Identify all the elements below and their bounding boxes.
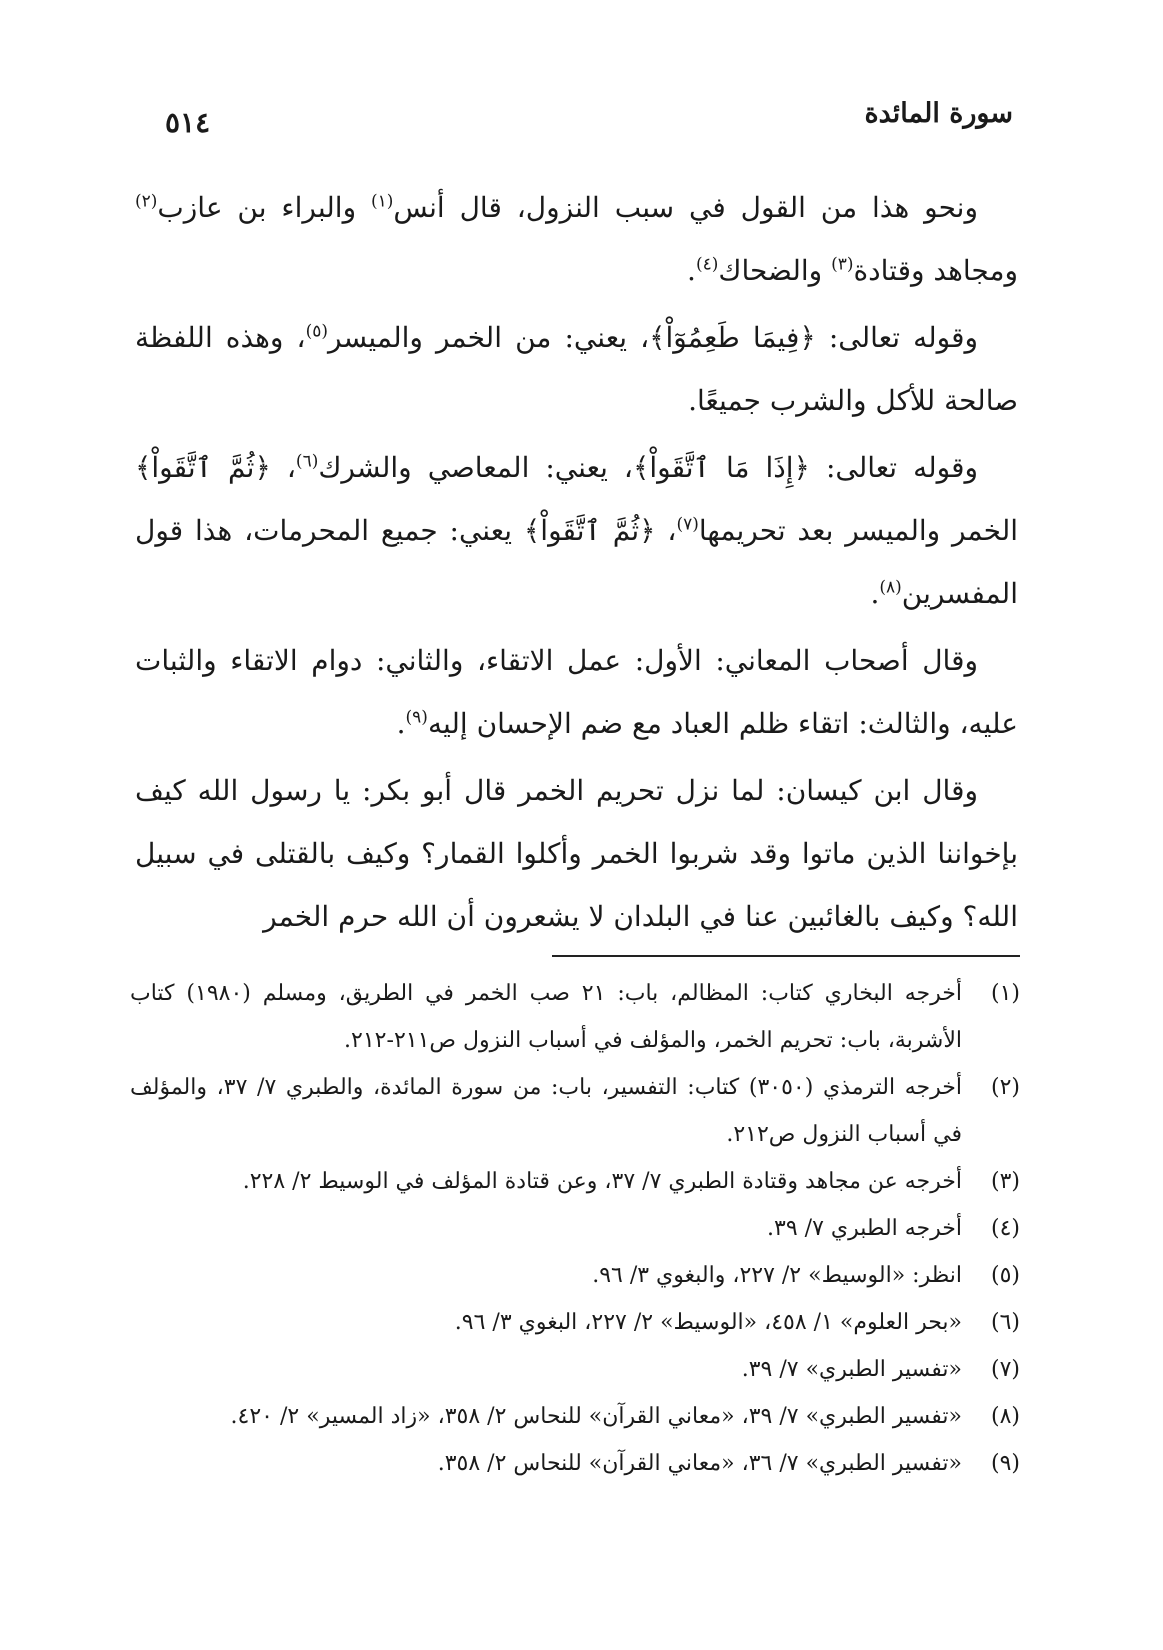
paragraph — [135, 436, 1018, 625]
paragraph — [135, 306, 1018, 432]
paragraph — [135, 759, 1018, 948]
footnote-ref: (٩) — [405, 707, 428, 728]
text-run: وقال ابن كيسان: لما نزل تحريم الخمر قال أبو بكر: يا رسول الله كيف بإخواننا الذين ماتوا وقد شربوا الخمر وأكلوا القمار؟ وكيف بالقتلى في سبيل الله؟ وكيف بالغائبين عنا في البلدان لا يشعرون أن الله حرم الخمر — [135, 774, 1018, 933]
footnote — [130, 1252, 1020, 1299]
paragraph — [135, 629, 1018, 755]
footnote-number: (٤) — [990, 1216, 1020, 1241]
quran-quote: ﴿فِيمَا طَعِمُوٓاْ﴾ — [649, 321, 816, 354]
sura-title: سورة المائدة — [864, 98, 1013, 129]
text-run: وقوله تعالى: — [815, 321, 978, 354]
paragraph — [135, 176, 1018, 302]
footnote — [130, 970, 1020, 1064]
footnote-text: «بحر العلوم» ١/ ٤٥٨، «الوسيط» ٢/ ٢٢٧، البغوي ٣/ ٩٦. — [454, 1310, 962, 1335]
text-run: ، يعني: من الخمر والميسر — [328, 321, 650, 354]
footnote-text: أخرجه الترمذي (٣٠٥٠) كتاب: التفسير، باب: من سورة المائدة، والطبري ٧/ ٣٧، والمؤلف في أسباب النزول ص٢١٢. — [130, 1075, 963, 1147]
footnote — [130, 1299, 1020, 1346]
footnote-number: (١) — [990, 981, 1020, 1006]
footnote-ref: (٣) — [831, 254, 854, 275]
footnote-number: (٥) — [990, 1263, 1020, 1288]
footnote-text: انظر: «الوسيط» ٢/ ٢٢٧، والبغوي ٣/ ٩٦. — [592, 1263, 962, 1288]
footnote-ref: (٥) — [305, 321, 328, 342]
footnote-divider — [552, 955, 1020, 957]
footnote-text: «تفسير الطبري» ٧/ ٣٩، «معاني القرآن» للنحاس ٢/ ٣٥٨، «زاد المسير» ٢/ ٤٢٠. — [230, 1404, 962, 1429]
text-run: ، وهذه اللفظة صالحة للأكل والشرب جميعًا. — [135, 321, 1018, 417]
footnote — [130, 1346, 1020, 1393]
text-run: ، — [655, 514, 677, 547]
footnote-ref: (٧) — [676, 514, 699, 535]
footnote-ref: (٦) — [295, 451, 319, 472]
text-run: . — [396, 707, 406, 740]
footnote-ref: (١) — [371, 191, 394, 212]
footnote-number: (٢) — [990, 1075, 1020, 1100]
text-run: والضحاك — [718, 254, 832, 287]
text-run: ، — [270, 451, 296, 484]
footnote-text: أخرجه الطبري ٧/ ٣٩. — [767, 1216, 962, 1241]
text-run: . — [687, 254, 696, 287]
text-run: والبراء بن عازب — [157, 191, 371, 224]
text-run: ومجاهد وقتادة — [853, 254, 1018, 287]
footnote-number: (٦) — [990, 1310, 1020, 1335]
footnote-text: أخرجه البخاري كتاب: المظالم، باب: ٢١ صب الخمر في الطريق، ومسلم (١٩٨٠) كتاب الأشربة، باب: تحريم الخمر، والمؤلف في أسباب النزول ص٢١١-٢١٢. — [130, 981, 962, 1053]
quran-quote: ﴿ثُمَّ ٱتَّقَواْ﴾ — [523, 514, 656, 547]
footnote-number: (٧) — [990, 1357, 1020, 1382]
footnote-number: (٨) — [990, 1404, 1020, 1429]
text-run: . — [870, 577, 880, 610]
footnote-number: (٣) — [990, 1169, 1020, 1194]
text-run: يعني: جميع المحرمات، هذا قول المفسرين — [135, 514, 1018, 610]
footnote-number: (٩) — [990, 1451, 1020, 1476]
text-run: وقوله تعالى: — [809, 451, 979, 484]
footnote — [130, 1158, 1020, 1205]
footnote-ref: (٤) — [695, 254, 719, 275]
text-run: ونحو هذا من القول في سبب النزول، قال أنس — [393, 191, 978, 224]
footnote — [130, 1440, 1020, 1487]
text-run: ، يعني: المعاصي والشرك — [318, 451, 633, 484]
footnotes — [130, 970, 1020, 1487]
footnote-ref: (٨) — [879, 577, 902, 598]
footnote — [130, 1393, 1020, 1440]
footnote-ref: (٢) — [135, 191, 158, 212]
text-run: وقال أصحاب المعاني: الأول: عمل الاتقاء، والثاني: دوام الاتقاء والثبات عليه، والثالث: اتقاء ظلم العباد مع ضم الإحسان إليه — [135, 644, 1018, 740]
footnote-text: أخرجه عن مجاهد وقتادة الطبري ٧/ ٣٧، وعن قتادة المؤلف في الوسيط ٢/ ٢٢٨. — [242, 1169, 962, 1194]
text-run: الخمر والميسر بعد تحريمها — [698, 514, 1019, 547]
footnote — [130, 1064, 1020, 1158]
page-header — [165, 98, 1013, 148]
quran-quote: ﴿ثُمَّ ٱتَّقَواْ﴾ — [135, 451, 271, 484]
footnote — [130, 1205, 1020, 1252]
page-number: ٥١٤ — [165, 106, 211, 139]
quran-quote: ﴿إِذَا مَا ٱتَّقَواْ﴾ — [632, 451, 810, 484]
footnote-text: «تفسير الطبري» ٧/ ٣٩. — [741, 1357, 962, 1382]
main-text — [135, 176, 1018, 952]
footnote-text: «تفسير الطبري» ٧/ ٣٦، «معاني القرآن» للنحاس ٢/ ٣٥٨. — [437, 1451, 962, 1476]
